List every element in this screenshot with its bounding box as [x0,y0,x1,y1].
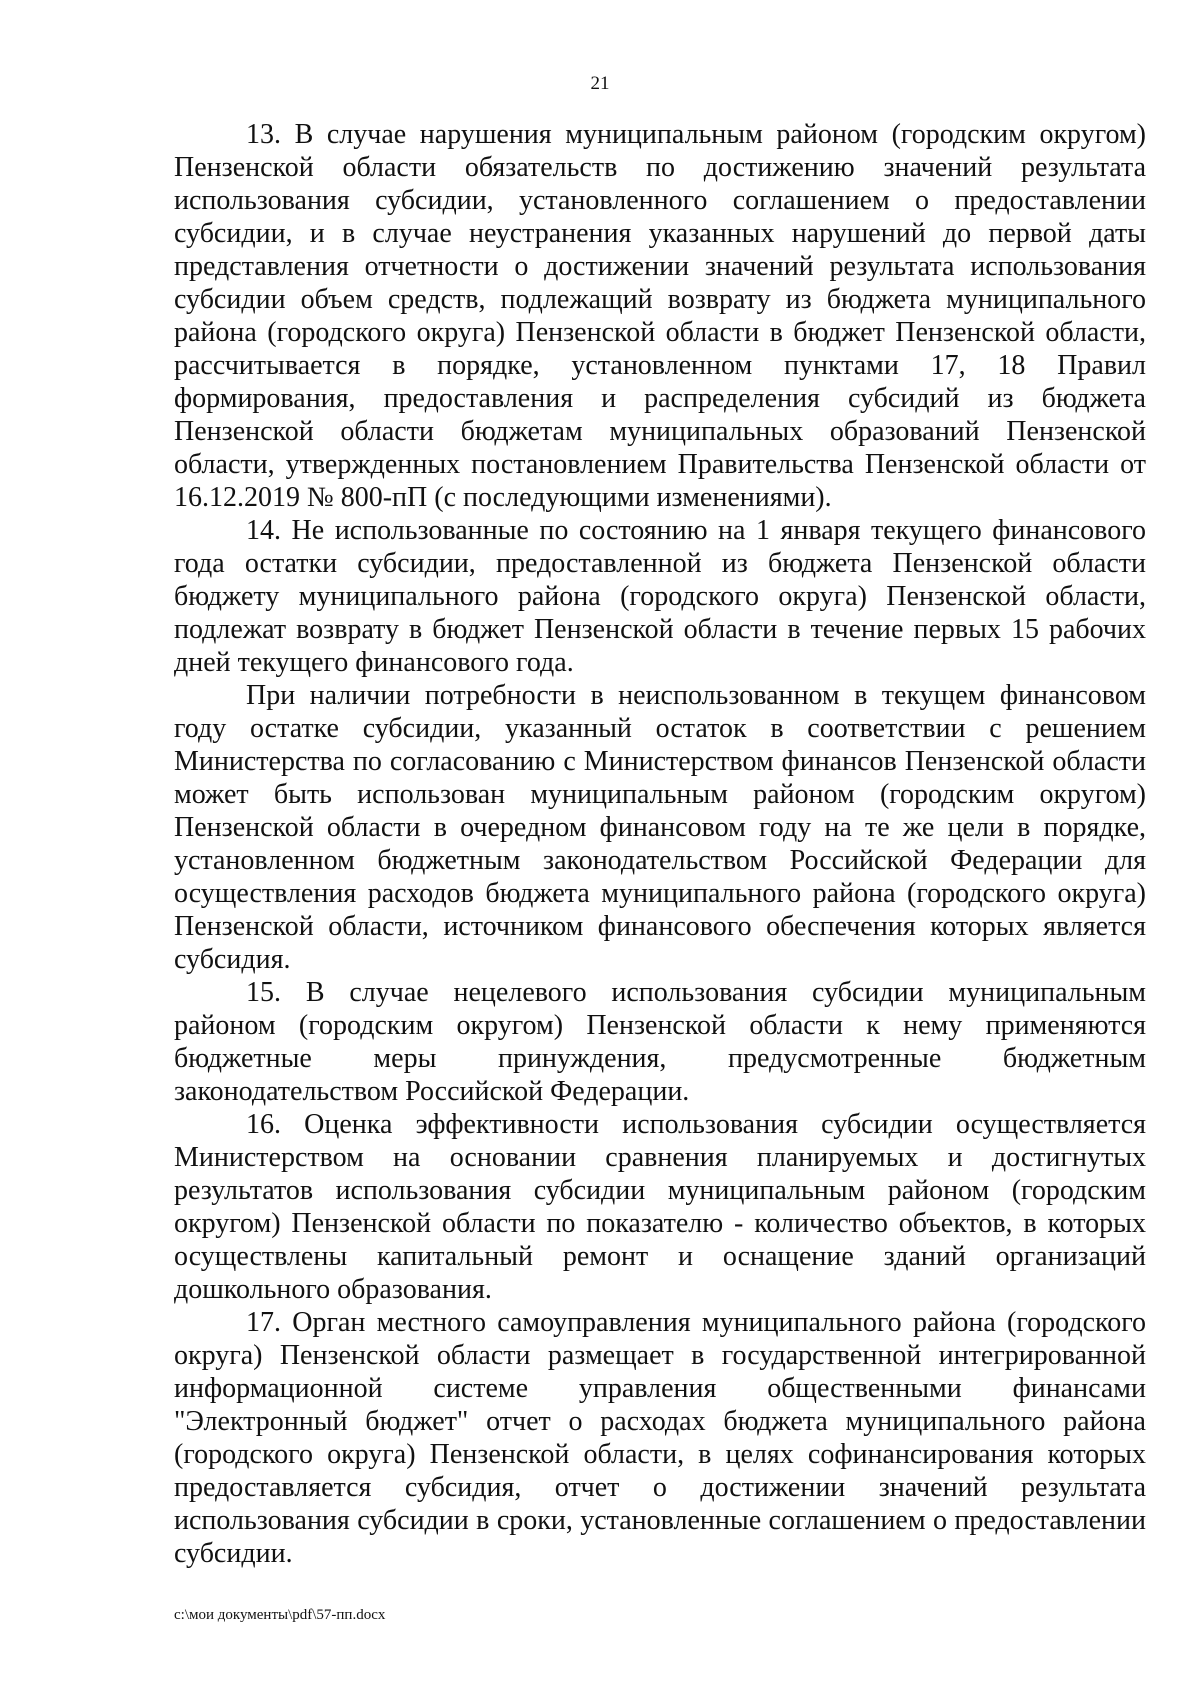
paragraph-item-15: 15. В случае нецелевого использования субсидии муниципальным районом (городским округом) Пензенской области к нему применяются бюджетные меры принуждения, предусмотренные бюджетным законодательством Российской Федерации. [174,977,1146,1107]
paragraph-item-16: 16. Оценка эффективности использования субсидии осуществляется Министерством на основании сравнения планируемых и достигнутых результатов использования субсидии муниципальным районом (городским округом) Пензенской области по показателю - количество объектов, в которых осуществлены капитальный ремонт и оснащение зданий организаций дошкольного образования. [174,1109,1146,1305]
paragraph-item-13: 13. В случае нарушения муниципальным районом (городским округом) Пензенской области обязательств по достижению значений результата использования субсидии, установленного соглашением о предоставлении субсидии, и в случае неустранения указанных нарушений до первой даты представления отчетности о достижении значений результата использования субсидии объем средств, подлежащий возврату из бюджета муниципального района (городского округа) Пензенской области в бюджет Пензенской области, рассчитывается в порядке, установленном пунктами 17, 18 Правил формирования, предоставления и распределения субсидий из бюджета Пензенской области бюджетам муниципальных образований Пензенской области, утвержденных постановлением Правительства Пензенской области от 16.12.2019 № 800-пП (с последующими изменениями). [174,119,1146,513]
paragraph-unused-balance: При наличии потребности в неиспользованном в текущем финансовом году остатке субсидии, указанный остаток в соответствии с решением Министерства по согласованию с Министерством финансов Пензенской области может быть использован муниципальным районом (городским округом) Пензенской области в очередном финансовом году на те же цели в порядке, установленном бюджетным законодательством Российской Федерации для осуществления расходов бюджета муниципального района (городского округа) Пензенской области, источником финансового обеспечения которых является субсидия. [174,680,1146,975]
page-number: 21 [590,73,610,94]
document-body [174,118,1146,1570]
footer-file-path: c:\мои документы\pdf\57-пп.docx [174,1607,386,1623]
paragraph-item-14: 14. Не использованные по состоянию на 1 января текущего финансового года остатки субсидии, предоставленной из бюджета Пензенской области бюджету муниципального района (городского округа) Пензенской области, подлежат возврату в бюджет Пензенской области в течение первых 15 рабочих дней текущего финансового года. [174,515,1146,678]
paragraph-item-17: 17. Орган местного самоуправления муниципального района (городского округа) Пензенской области размещает в государственной интегрированной информационной системе управления общественными финансами "Электронный бюджет" отчет о расходах бюджета муниципального района (городского округа) Пензенской области, в целях софинансирования которых предоставляется субсидия, отчет о достижении значений результата использования субсидии в сроки, установленные соглашением о предоставлении субсидии. [174,1307,1146,1569]
